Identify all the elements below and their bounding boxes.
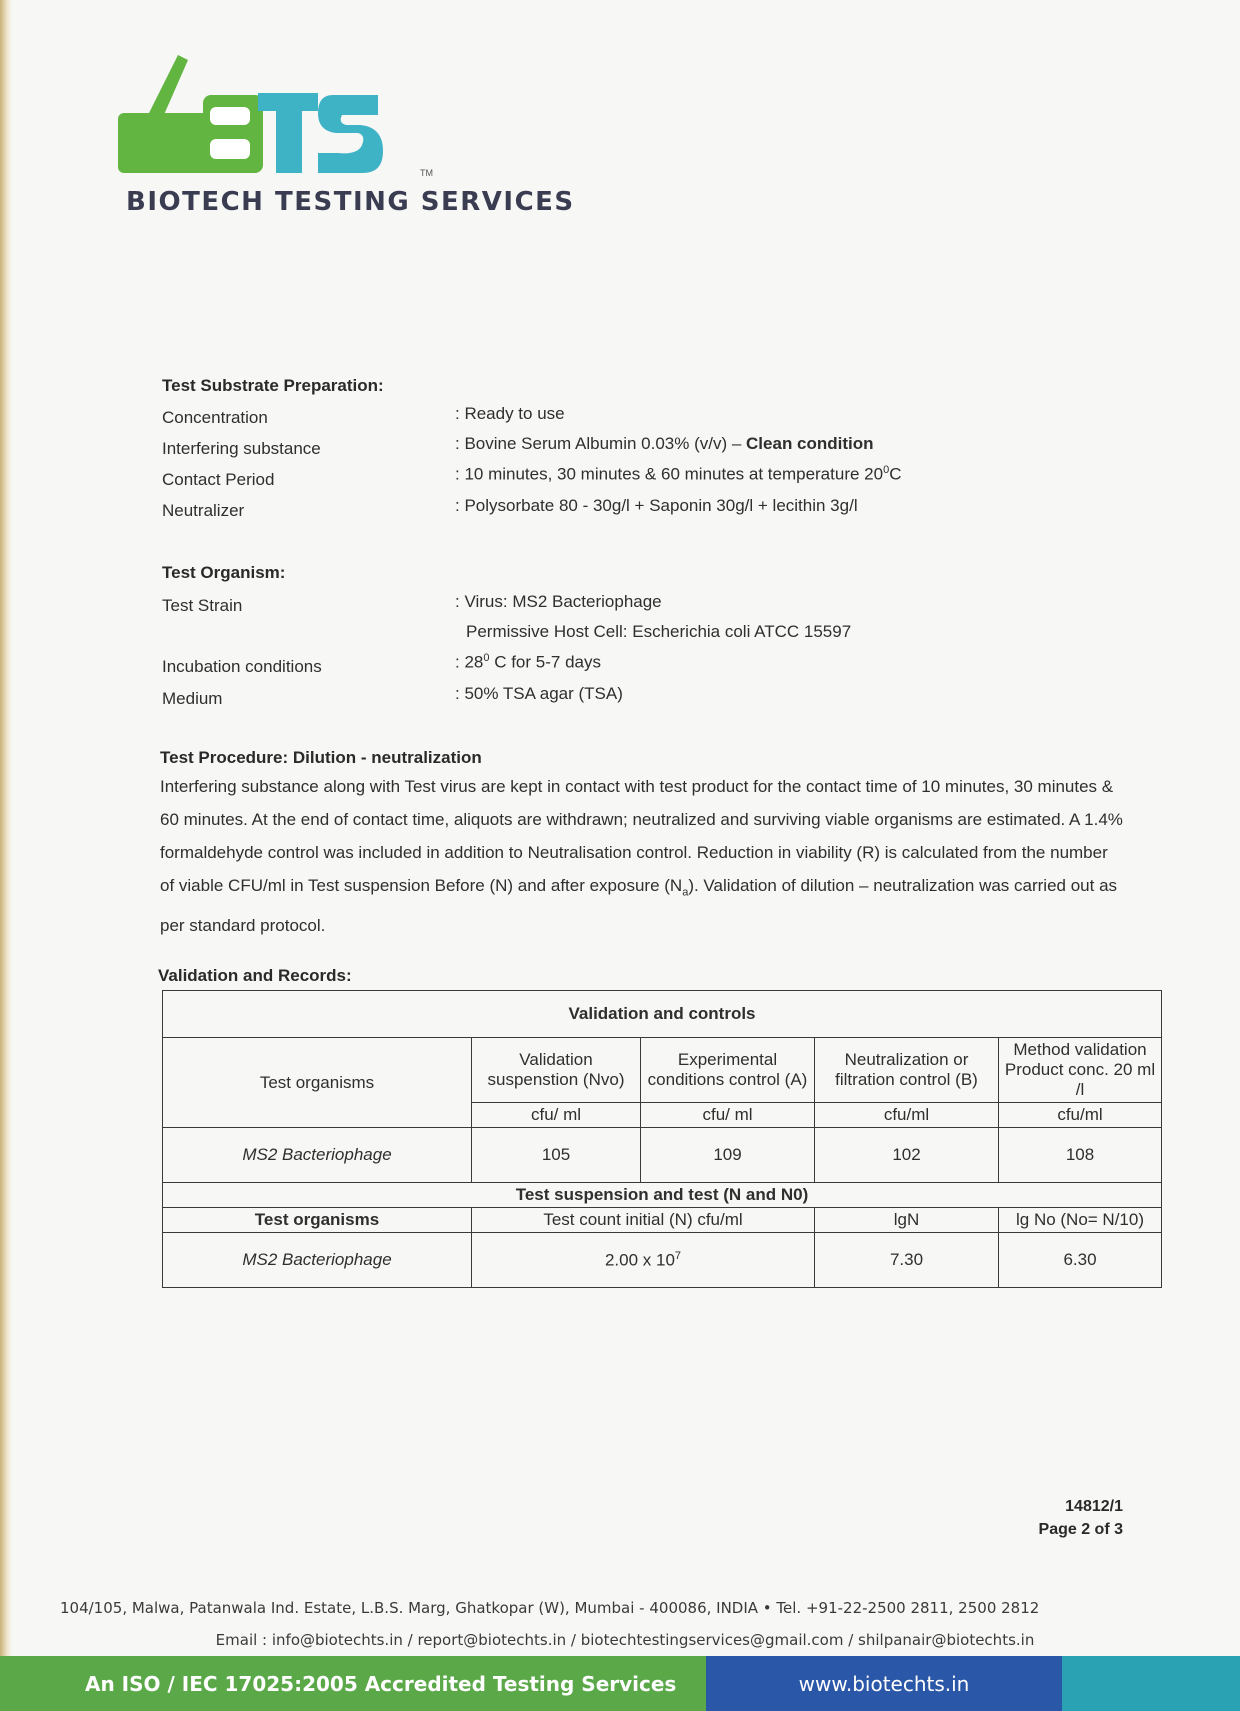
row-organism: MS2 Bacteriophage — [163, 1128, 472, 1183]
table-title: Validation and controls — [163, 991, 1162, 1038]
value-cell: 102 — [815, 1128, 999, 1183]
col-neutralization-control: Neutralization or filtration control (B) — [815, 1038, 999, 1103]
medium-label: Medium — [162, 689, 223, 708]
interfering-label: Interfering substance — [162, 439, 321, 458]
incubation-value: : $28^0$ C for 5-7 days — [455, 652, 601, 672]
unit-cell: cfu/ ml — [641, 1103, 815, 1128]
validation-table — [162, 990, 1162, 1288]
interfering-value: : Bovine Serum Albumin 0.03% (v/v) – Clean condition — [455, 434, 874, 453]
susp-organism: MS2 Bacteriophage — [163, 1233, 472, 1288]
value-cell: 105 — [472, 1128, 641, 1183]
substrate-heading: Test Substrate Preparation: — [162, 376, 384, 395]
col-test-organisms: Test organisms — [163, 1038, 472, 1128]
suspension-title: Test suspension and test (N and N0) — [163, 1183, 1162, 1208]
footer-email: Email : info@biotechts.in / report@biotechts.in / biotechtestingservices@gmail.com / shilpanair@biotechts.in — [215, 1631, 1035, 1649]
susp-lgno-value: 6.30 — [999, 1233, 1162, 1288]
incubation-label: Incubation conditions — [162, 657, 322, 676]
test-strain-label: Test Strain — [162, 596, 243, 615]
organism-heading: Test Organism: — [162, 563, 286, 582]
concentration-label: Concentration — [162, 408, 268, 427]
contact-period-label: Contact Period — [162, 470, 275, 489]
col-experimental-control: Experimental conditions control (A) — [641, 1038, 815, 1103]
footer-contact — [60, 1592, 1190, 1656]
footer-address: 104/105, Malwa, Patanwala Ind. Estate, L.B.S. Marg, Ghatkopar (W), Mumbai - 400086, INDIA • Tel. +91-22-2500 2811, 2500 2812 — [60, 1599, 1040, 1617]
susp-col-lgn: lgN — [815, 1208, 999, 1233]
page-edge — [0, 0, 12, 1711]
unit-cell: cfu/ml — [815, 1103, 999, 1128]
medium-value: : 50% TSA agar (TSA) — [455, 684, 623, 703]
contact-period-value: : 10 minutes, 30 minutes & 60 minutes at temperature $20^0C$ — [455, 464, 902, 484]
host-cell-value: Permissive Host Cell: Escherichia coli ATCC 15597 — [466, 622, 852, 641]
concentration-value: : Ready to use — [455, 404, 565, 423]
susp-col-count: Test count initial (N) cfu/ml — [472, 1208, 815, 1233]
neutralizer-label: Neutralizer — [162, 501, 245, 520]
trademark-mark: TM — [420, 168, 433, 178]
footer-bar-accent — [1062, 1656, 1240, 1711]
website-link[interactable]: www.biotechts.in — [706, 1656, 1062, 1711]
neutralizer-value: : Polysorbate 80 - 30g/l + Saponin 30g/l + lecithin 3g/l — [455, 496, 858, 515]
unit-cell: cfu/ ml — [472, 1103, 641, 1128]
procedure-heading: Test Procedure: Dilution - neutralization — [160, 748, 482, 767]
reference-block — [1039, 1495, 1123, 1541]
test-strain-value: : Virus: MS2 Bacteriophage — [455, 592, 662, 611]
susp-col-organisms: Test organisms — [163, 1208, 472, 1233]
value-cell: 109 — [641, 1128, 815, 1183]
accreditation-text: An ISO / IEC 17025:2005 Accredited Testing Services — [0, 1656, 706, 1711]
records-heading: Validation and Records: — [158, 966, 352, 985]
report-number: 14812/1 — [1065, 1498, 1123, 1515]
unit-cell: cfu/ml — [999, 1103, 1162, 1128]
col-method-validation: Method validation Product conc. 20 ml /l — [999, 1038, 1162, 1103]
susp-lgn-value: 7.30 — [815, 1233, 999, 1288]
page-number: Page 2 of 3 — [1038, 1521, 1123, 1538]
brand-name: BIOTECH TESTING SERVICES — [126, 187, 575, 217]
susp-count-value: 2.00 x $10^7$ — [472, 1233, 815, 1288]
procedure-paragraph: Interfering substance along with Test virus are kept in contact with test product for the contact time of 10 minutes, 30 minutes & 60 minutes. At the end of contact time, aliquots are withdrawn; neutralized and surviving viable organisms are estimated. A 1.4% formaldehyde control was included in addition to Neutralisation control. Reduction in viability (R) is calculated from the number of viable CFU/ml in Test suspension Before (N) and after exposure $(N_a)$. Validation of dilution – neutralization was carried out as per standard protocol. — [160, 777, 1123, 936]
clean-condition-text: Clean condition — [746, 434, 874, 453]
col-validation-suspension: Validation suspenstion (Nvo) — [472, 1038, 641, 1103]
footer-bar — [0, 1656, 1240, 1711]
susp-col-lgno: lg No (No= N/10) — [999, 1208, 1162, 1233]
value-cell: 108 — [999, 1128, 1162, 1183]
bts-logo — [118, 55, 438, 185]
